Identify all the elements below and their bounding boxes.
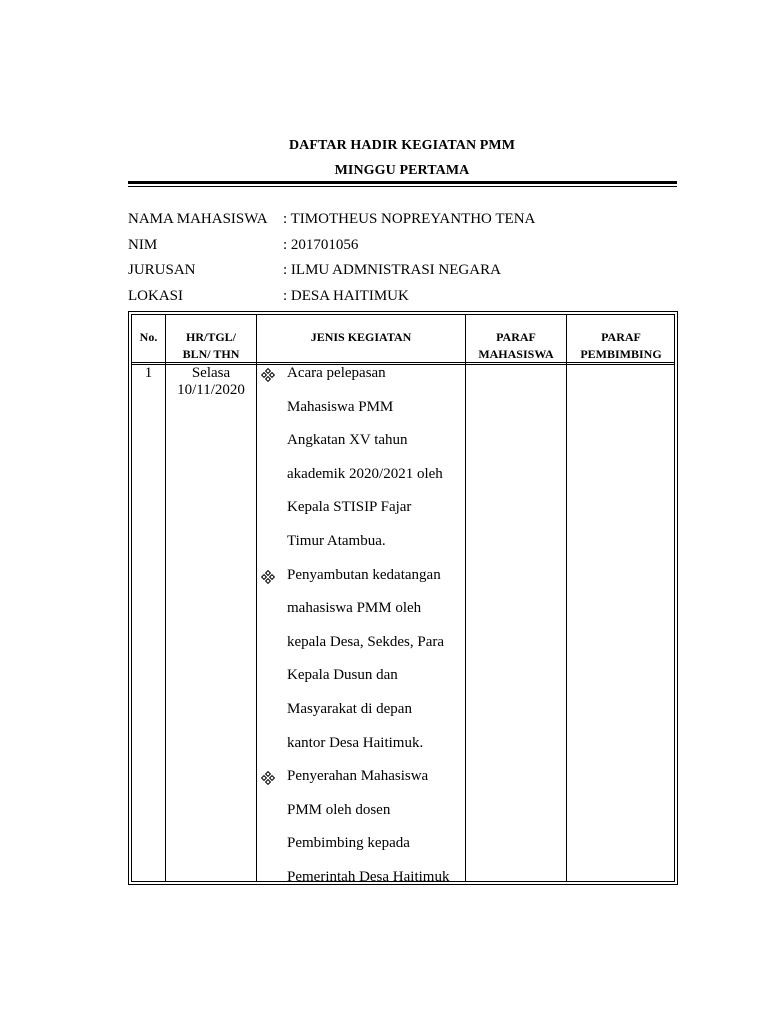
title-rule-thick (128, 181, 677, 184)
activity-line: Acara pelepasan (287, 365, 386, 381)
header-sign-supervisor (567, 329, 675, 363)
header-no: No. (139, 330, 158, 344)
activity-line: kantor Desa Haitimuk. (287, 734, 424, 751)
activity-line: akademik 2020/2021 oleh (287, 465, 443, 482)
header-sign-supervisor-line1: PARAF (601, 330, 641, 344)
activity-line: Timur Atambua. (287, 533, 386, 549)
col-divider (465, 315, 466, 881)
header-sign-student-line1: PARAF (496, 330, 536, 344)
info-value: : ILMU ADMNISTRASI NEGARA (283, 262, 501, 278)
col-divider (566, 315, 567, 881)
activity-line: mahasiswa PMM oleh (287, 600, 422, 617)
row-date (166, 365, 256, 399)
activity-line: Penyerahan Mahasiswa (287, 768, 429, 785)
row-date-value: 10/11/2020 (177, 382, 245, 398)
info-label: NAMA MAHASISWA (128, 211, 268, 227)
diamond-bullet-icon (261, 771, 275, 785)
header-date-line2: BLN/ THN (182, 347, 240, 361)
attendance-table (128, 311, 678, 885)
diamond-bullet-icon (261, 570, 275, 584)
info-value: : TIMOTHEUS NOPREYANTHO TENA (283, 211, 536, 227)
activity-line: Penyambutan kedatangan (287, 566, 441, 583)
header-date (166, 329, 256, 363)
header-date-line1: HR/TGL/ (185, 330, 236, 344)
row-activities (257, 315, 465, 885)
col-divider (165, 315, 166, 881)
info-label: NIM (128, 237, 158, 253)
header-sign-student (466, 329, 566, 363)
activity-line: Pemerintah Desa Haitimuk (287, 869, 450, 885)
info-label: JURUSAN (128, 262, 196, 278)
row-no: 1 (144, 365, 153, 381)
activity-line: kepala Desa, Sekdes, Para (287, 633, 445, 650)
header-sign-student-line2: MAHASISWA (478, 347, 554, 361)
document-title: DAFTAR HADIR KEGIATAN PMM (288, 138, 516, 153)
header-sign-supervisor-line2: PEMBIMBING (580, 347, 662, 361)
activity-line: Mahasiswa PMM (287, 398, 394, 415)
activity-line: Pembimbing kepada (287, 835, 410, 852)
activity-line: Kepala STISIP Fajar (287, 499, 412, 516)
activity-line: Angkatan XV tahun (287, 432, 408, 449)
attendance-table-inner (131, 314, 675, 885)
activity-line: Kepala Dusun dan (287, 667, 398, 684)
row-day: Selasa (191, 365, 231, 381)
info-value: : DESA HAITIMUK (283, 288, 409, 304)
activity-line: PMM oleh dosen (287, 801, 391, 818)
info-value: : 201701056 (283, 237, 359, 253)
document-subtitle: MINGGU PERTAMA (334, 163, 470, 178)
info-label: LOKASI (128, 288, 183, 304)
activity-line: Masyarakat di depan (287, 701, 412, 717)
header-activity: JENIS KEGIATAN (310, 330, 412, 344)
diamond-bullet-icon (261, 368, 275, 382)
title-rule-thin (128, 186, 677, 187)
